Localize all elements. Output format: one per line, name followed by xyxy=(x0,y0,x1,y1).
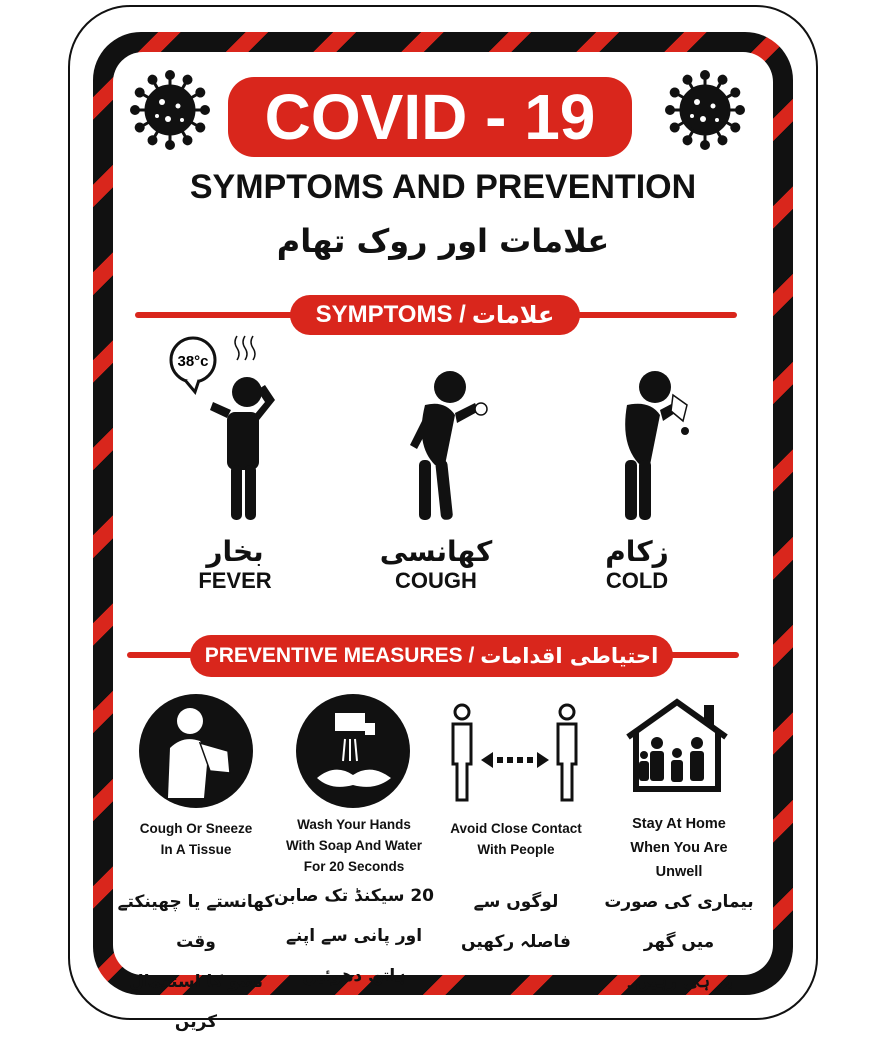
cough-label: COUGH xyxy=(395,568,477,593)
stay-home-caption-urdu: بیماری کی صورت میں گھر پر ہی رہیں۔ xyxy=(604,892,754,992)
cold-label: COLD xyxy=(605,568,669,593)
virus-icon-left xyxy=(130,70,210,150)
symptoms-heading xyxy=(290,295,580,335)
wash-hands-caption-urdu: 20 سیکنڈ تک صابن اور پانی سے اپنے ہاتھ دھوئیں xyxy=(273,886,434,986)
sneeze-tissue-icon xyxy=(138,693,254,809)
stay-home-caption: Stay At Home When You Are Unwell xyxy=(630,816,728,880)
wash-hands-caption: Wash Your Hands With Soap And Water For 20 Seconds xyxy=(285,817,423,874)
virus-icon-right xyxy=(665,70,745,150)
cough-label-urdu: کھانسی xyxy=(379,535,493,568)
symptoms-label: SYMPTOMS / xyxy=(315,301,466,328)
sneeze-caption: Cough Or Sneeze In A Tissue xyxy=(139,821,253,857)
prevention-label-urdu: احتیاطی اقدامات xyxy=(480,644,659,668)
cold-figure-icon xyxy=(605,365,705,525)
fever-label: FEVER xyxy=(198,568,272,593)
fever-figure-icon xyxy=(165,330,295,525)
subtitle-urdu: علامات اور روک تھام xyxy=(276,222,610,260)
cough-figure-icon xyxy=(395,365,495,525)
subtitle: SYMPTOMS AND PREVENTION xyxy=(189,168,697,206)
page-title: COVID - 19 xyxy=(228,77,632,157)
temperature-badge: 38°c xyxy=(177,353,209,370)
prevention-label: PREVENTIVE MEASURES / xyxy=(204,644,475,667)
stay-home-icon xyxy=(622,697,732,793)
distance-caption-urdu: لوگوں سے فاصلہ رکھیں xyxy=(461,892,571,952)
fever-label-urdu: بخار xyxy=(206,535,264,568)
sneeze-caption-urdu: کھانستے یا چھینکتے وقت ٹشو کا استعمال کریں xyxy=(117,892,275,1032)
social-distance-icon xyxy=(445,700,585,805)
cold-label-urdu: زکام xyxy=(605,535,669,568)
distance-caption: Avoid Close Contact With People xyxy=(450,821,582,857)
hand-washing-icon xyxy=(295,693,411,809)
symptoms-label-urdu: علامات xyxy=(471,301,555,329)
prevention-heading xyxy=(190,635,673,677)
